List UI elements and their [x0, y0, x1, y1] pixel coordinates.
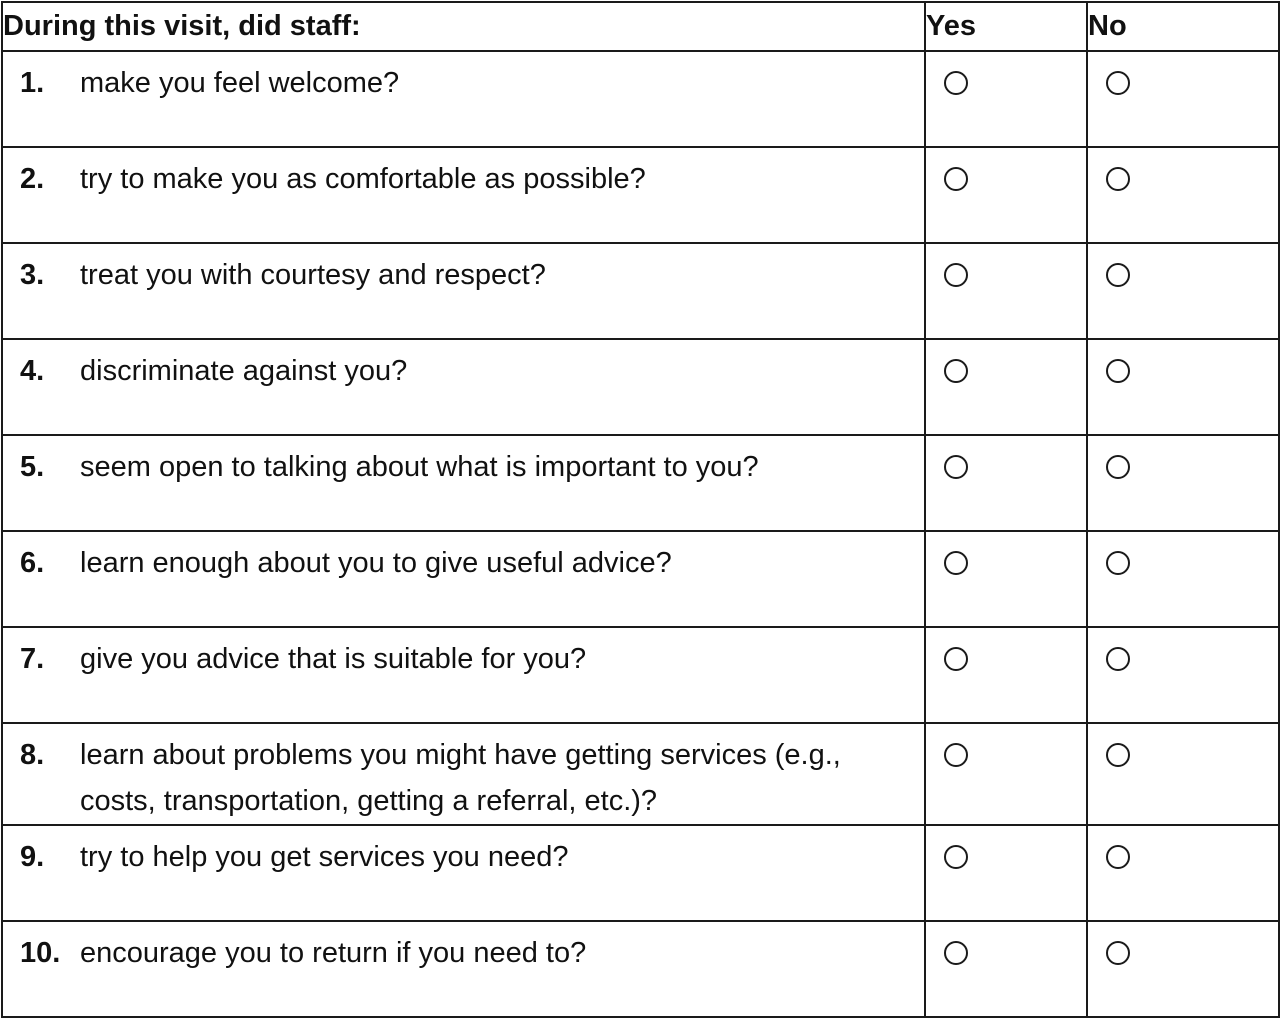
- yes-cell: [925, 825, 1087, 921]
- question-cell: [2, 51, 925, 147]
- no-cell: [1087, 627, 1279, 723]
- no-radio-icon[interactable]: [1106, 359, 1130, 383]
- question-row: [2, 339, 1279, 435]
- question-number: 6.: [20, 547, 45, 579]
- question-number: 10.: [20, 937, 61, 969]
- yes-radio-icon[interactable]: [944, 743, 968, 767]
- yes-cell: [925, 243, 1087, 339]
- no-radio-icon[interactable]: [1106, 647, 1130, 671]
- yes-radio-icon[interactable]: [944, 359, 968, 383]
- question-cell: [2, 825, 925, 921]
- question-cell: [2, 435, 925, 531]
- no-cell: [1087, 51, 1279, 147]
- yes-cell: [925, 627, 1087, 723]
- no-cell: [1087, 531, 1279, 627]
- question-text: encourage you to return if you need to?: [80, 937, 587, 969]
- yes-radio-icon[interactable]: [944, 845, 968, 869]
- question-row: [2, 921, 1279, 1017]
- question-row: [2, 825, 1279, 921]
- question-row: [2, 531, 1279, 627]
- no-radio-icon[interactable]: [1106, 263, 1130, 287]
- no-cell: [1087, 723, 1279, 825]
- question-cell: [2, 531, 925, 627]
- question-row: [2, 51, 1279, 147]
- question-text: give you advice that is suitable for you?: [80, 643, 587, 675]
- no-cell: [1087, 339, 1279, 435]
- yes-radio-icon[interactable]: [944, 551, 968, 575]
- question-cell: [2, 921, 925, 1017]
- yes-radio-icon[interactable]: [944, 71, 968, 95]
- question-cell: [2, 339, 925, 435]
- no-header: No: [1087, 2, 1279, 51]
- question-header: During this visit, did staff:: [2, 2, 925, 51]
- yes-radio-icon[interactable]: [944, 263, 968, 287]
- question-text: discriminate against you?: [80, 355, 408, 387]
- yes-header: Yes: [925, 2, 1087, 51]
- question-cell: [2, 723, 925, 825]
- question-row: [2, 243, 1279, 339]
- no-radio-icon[interactable]: [1106, 743, 1130, 767]
- question-text: try to make you as comfortable as possible?: [80, 163, 646, 195]
- survey-table: [1, 1, 1280, 1018]
- question-text: make you feel welcome?: [80, 67, 400, 99]
- question-text: learn about problems you might have getting services (e.g., costs, transportation, getting a referral, etc.)?: [80, 739, 841, 817]
- yes-radio-icon[interactable]: [944, 647, 968, 671]
- question-number: 7.: [20, 643, 45, 675]
- question-number: 8.: [20, 739, 45, 771]
- question-number: 4.: [20, 355, 45, 387]
- yes-cell: [925, 435, 1087, 531]
- question-number: 9.: [20, 841, 45, 873]
- question-cell: [2, 627, 925, 723]
- no-radio-icon[interactable]: [1106, 167, 1130, 191]
- no-radio-icon[interactable]: [1106, 845, 1130, 869]
- yes-cell: [925, 339, 1087, 435]
- yes-radio-icon[interactable]: [944, 941, 968, 965]
- question-cell: [2, 147, 925, 243]
- yes-cell: [925, 531, 1087, 627]
- no-cell: [1087, 825, 1279, 921]
- yes-radio-icon[interactable]: [944, 167, 968, 191]
- no-radio-icon[interactable]: [1106, 551, 1130, 575]
- no-cell: [1087, 435, 1279, 531]
- no-radio-icon[interactable]: [1106, 941, 1130, 965]
- question-row: [2, 147, 1279, 243]
- question-cell: [2, 243, 925, 339]
- header-row: [2, 2, 1279, 51]
- no-cell: [1087, 243, 1279, 339]
- question-row: [2, 723, 1279, 825]
- yes-cell: [925, 147, 1087, 243]
- no-radio-icon[interactable]: [1106, 71, 1130, 95]
- question-text: treat you with courtesy and respect?: [80, 259, 546, 291]
- question-text: seem open to talking about what is important to you?: [80, 451, 759, 483]
- question-row: [2, 627, 1279, 723]
- question-number: 1.: [20, 67, 45, 99]
- no-radio-icon[interactable]: [1106, 455, 1130, 479]
- yes-cell: [925, 723, 1087, 825]
- question-number: 2.: [20, 163, 45, 195]
- question-row: [2, 435, 1279, 531]
- no-cell: [1087, 147, 1279, 243]
- question-number: 3.: [20, 259, 45, 291]
- question-text: try to help you get services you need?: [80, 841, 569, 873]
- yes-cell: [925, 921, 1087, 1017]
- yes-radio-icon[interactable]: [944, 455, 968, 479]
- question-text: learn enough about you to give useful advice?: [80, 547, 672, 579]
- yes-cell: [925, 51, 1087, 147]
- question-number: 5.: [20, 451, 45, 483]
- no-cell: [1087, 921, 1279, 1017]
